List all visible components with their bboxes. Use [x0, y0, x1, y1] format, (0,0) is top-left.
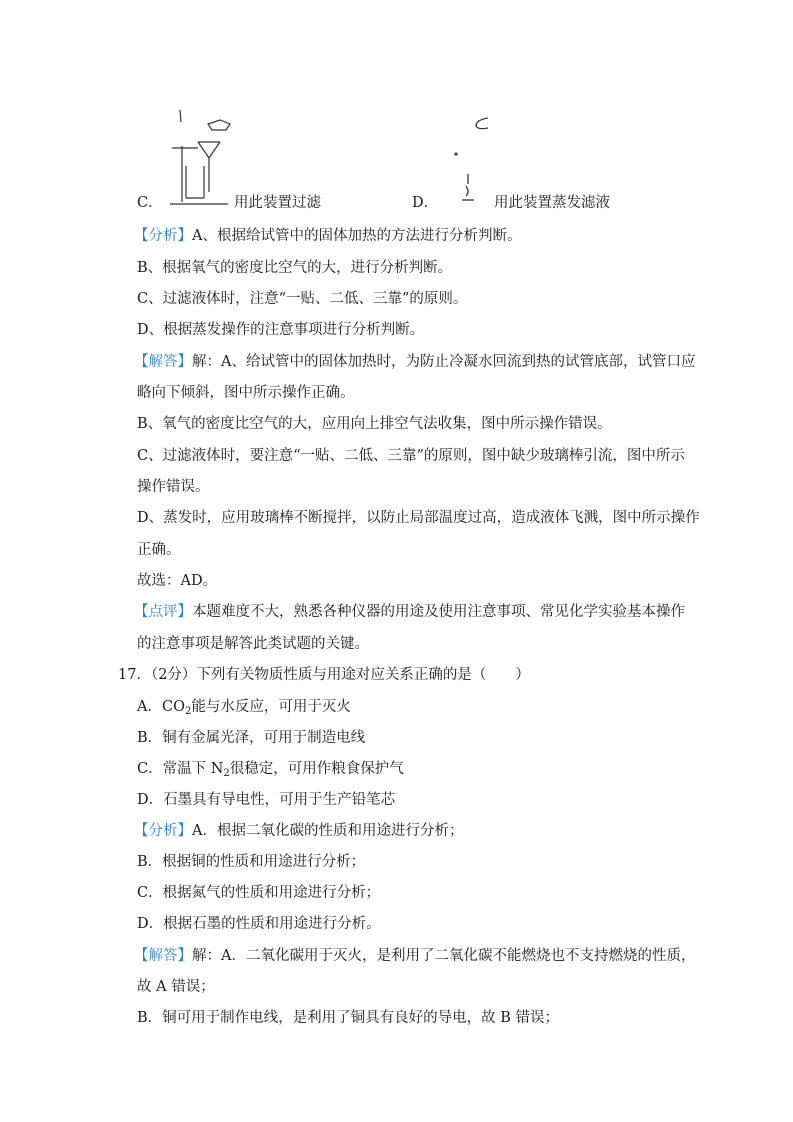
- option-b: B．铜有金属光泽，可用于制造电线: [137, 730, 366, 746]
- text-line: C．根据氮气的性质和用途进行分析；: [137, 885, 381, 901]
- option-c: C．常温下 $N_2$很稳定，可用作粮食保护气: [137, 761, 404, 779]
- text-line: C、过滤液体时，注意“一贴、二低、三靠”的原则。: [137, 291, 468, 307]
- q17-analysis-line: 【分析】A．根据二氧化碳的性质和用途进行分析；: [134, 823, 464, 839]
- text-line: D、蒸发时，应用玻璃棒不断搅拌，以防止局部温度过高，造成液体飞溅，图中所示操作: [137, 510, 700, 526]
- filtration-apparatus-figure: [168, 106, 238, 210]
- text-line: B、氧气的密度比空气的大，应用向上排空气法收集，图中所示操作错误。: [137, 416, 612, 432]
- analysis-tag: 【分析】: [134, 228, 192, 244]
- text-line: 故 A 错误；: [137, 979, 215, 995]
- analysis-tag: 【分析】: [134, 823, 192, 839]
- option-d: D．石墨具有导电性，可用于生产铅笔芯: [137, 792, 396, 808]
- text-line: 的注意事项是解答此类试题的关键。: [137, 636, 369, 652]
- answer-tag: 【解答】: [134, 354, 192, 370]
- evaporation-apparatus-figure: [448, 108, 498, 208]
- text-line: 操作错误。: [137, 479, 210, 495]
- q17-answer-line: 【解答】解：A．二氧化碳用于灭火，是利用了二氧化碳不能燃烧也不支持燃烧的性质，: [134, 948, 696, 964]
- text-line: D、根据蒸发操作的注意事项进行分析判断。: [137, 322, 425, 338]
- option-a: A．$CO_2$能与水反应，可用于灭火: [137, 699, 351, 717]
- text-line: 故选：AD。: [137, 573, 218, 589]
- question-17-stem: 17．（2分）下列有关物质性质与用途对应关系正确的是（ ）: [118, 667, 530, 683]
- option-d-label: D．: [412, 195, 439, 211]
- q16-answer-line: 【解答】解：A、给试管中的固体加热时，为防止冷凝水回流到热的试管底部，试管口应: [134, 354, 696, 370]
- comment-tag: 【点评】: [134, 604, 192, 620]
- answer-tag: 【解答】: [134, 948, 192, 964]
- text-line: 正确。: [137, 542, 181, 558]
- option-c-text: 用此装置过滤: [234, 195, 321, 211]
- text-line: B．铜可用于制作电线，是利用了铜具有良好的导电，故 B 错误；: [137, 1010, 560, 1026]
- text-line: D．根据石墨的性质和用途进行分析。: [137, 916, 381, 932]
- text-line: C、过滤液体时，要注意“一贴、二低、三靠”的原则，图中缺少玻璃棒引流，图中所示: [137, 448, 685, 464]
- option-d-text: 用此装置蒸发滤液: [494, 195, 610, 211]
- q16-comment-line: 【点评】本题难度不大，熟悉各种仪器的用途及使用注意事项、常见化学实验基本操作: [134, 604, 685, 620]
- q16-analysis-line: 【分析】A、根据给试管中的固体加热的方法进行分析判断。: [134, 228, 522, 244]
- text-line: B、根据氧气的密度比空气的大，进行分析判断。: [137, 260, 453, 276]
- text-line: B．根据铜的性质和用途进行分析；: [137, 854, 366, 870]
- text-line: 略向下倾斜，图中所示操作正确。: [137, 385, 355, 401]
- option-c-label: C．: [137, 195, 163, 211]
